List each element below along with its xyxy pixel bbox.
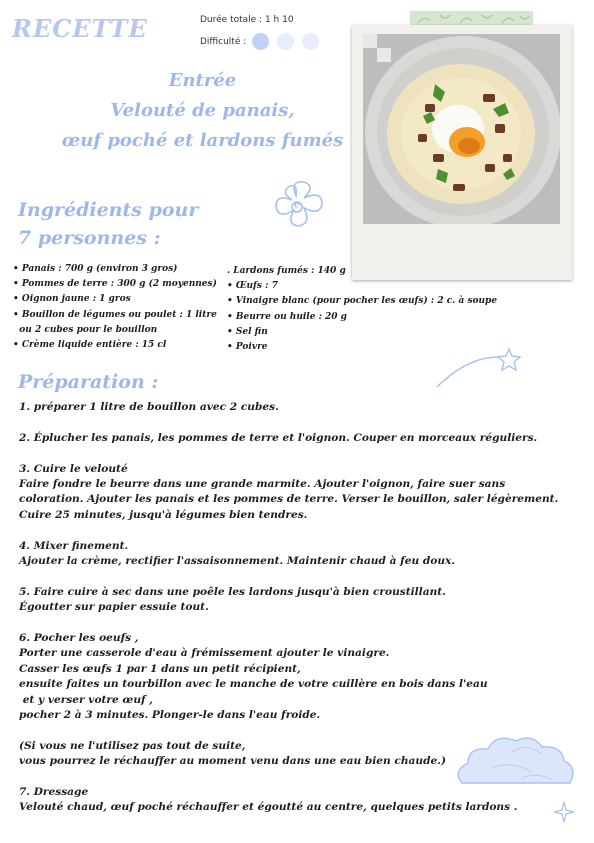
step-6 [19, 631, 579, 723]
ingredient-item: • Poivre [227, 342, 268, 353]
step-line: 1. préparer 1 litre de bouillon avec 2 cubes. [19, 401, 279, 413]
step-line: et y verser votre œuf , [19, 693, 153, 706]
ingredient-item: . Lardons fumés : 140 g [227, 266, 346, 276]
difficulty-rating [252, 33, 327, 51]
step-4 [19, 539, 579, 570]
step-line: Casser les œufs 1 par 1 dans un petit récipient, [19, 662, 301, 675]
step-1 [19, 400, 579, 415]
step-line: 7. Dressage [19, 786, 89, 799]
step-line: Velouté chaud, œuf poché réchauffer et égoutté au centre, quelques petits lardons . [19, 801, 518, 814]
difficulty-label: Difficulté : [200, 37, 247, 47]
step-line: pocher 2 à 3 minutes. Plonger-le dans l'eau froide. [19, 709, 321, 722]
ingredients-heading [18, 196, 198, 252]
step-5 [19, 585, 579, 616]
step-line: 6. Pocher les oeufs , [19, 632, 139, 645]
step-line: coloration. Ajouter les panais et les pommes de terre. Verser le bouillon, saler légèrement. [19, 493, 559, 506]
step-line: Ajouter la crème, rectifier l'assaisonnement. Maintenir chaud à feu doux. [19, 555, 456, 568]
brand-title: RECETTE [12, 14, 148, 43]
ingredient-item: • Crème liquide entière : 15 cl [13, 340, 167, 351]
ingredient-item: • Œufs : 7 [227, 281, 278, 292]
step-line: (Si vous ne l'utilisez pas tout de suite, [19, 739, 246, 752]
ingredient-item: • Bouillon de légumes ou poulet : 1 litre [13, 309, 217, 320]
ingredient-item: • Vinaigre blanc (pour pocher les œufs) : 2 c. à soupe [227, 296, 498, 307]
step-line: 2. Éplucher les panais, les pommes de terre et l'oignon. Couper en morceaux réguliers. [19, 431, 538, 444]
difficulty-dot [277, 33, 294, 50]
ingredient-item: • Oignon jaune : 1 gros [13, 294, 131, 305]
recipe-name-line2: œuf poché et lardons fumés [61, 130, 344, 151]
step-line: vous pourrez le réchauffer au moment venu dans une eau bien chaude.) [19, 755, 446, 768]
ingredient-item: • Panais : 700 g (environ 3 gros) [13, 264, 178, 274]
recipe-title [20, 66, 385, 156]
step-line: Égoutter sur papier essuie tout. [19, 601, 209, 614]
ingredients-list-left [13, 262, 217, 353]
ingredients-heading-line1: Ingrédients pour [18, 199, 199, 221]
step-line: ensuite faites un tourbillon avec le manche de votre cuillère en bois dans l'eau [19, 678, 488, 691]
dish-photo [363, 34, 560, 224]
sparkle-icon [552, 800, 576, 828]
step-line: Porter une casserole d'eau à frémissement ajouter le vinaigre. [19, 647, 390, 660]
ingredients-heading-line2: 7 personnes : [18, 227, 161, 249]
ingredient-item: • Beurre ou huile : 20 g [227, 311, 347, 322]
difficulty-dot [252, 33, 269, 50]
difficulty-dot [302, 33, 319, 50]
step-2 [19, 431, 579, 446]
preparation-heading: Préparation : [18, 371, 159, 393]
recipe-name-line1: Velouté de panais, [110, 100, 295, 121]
step-line: 3. Cuire le velouté [19, 462, 128, 475]
step-3 [19, 462, 579, 524]
step-line: 5. Faire cuire à sec dans une poêle les lardons jusqu'à bien croustillant. [19, 585, 446, 598]
ingredient-item: • Sel fin [227, 326, 268, 337]
recipe-course: Entrée [168, 70, 237, 91]
ingredient-item: • Pommes de terre : 300 g (2 moyennes) [13, 279, 217, 290]
step-line: Faire fondre le beurre dans une grande marmite. Ajouter l'oignon, faire suer sans [19, 478, 506, 490]
shooting-star-icon [435, 345, 525, 394]
duration-label: Durée totale : 1 h 10 [200, 15, 294, 25]
cloud-icon [452, 728, 584, 802]
step-line: 4. Mixer finement. [19, 539, 129, 552]
ingredients-list-right [227, 264, 497, 355]
ingredient-item: ou 2 cubes pour le bouillon [13, 324, 158, 335]
flower-icon [265, 178, 327, 242]
step-line: Cuire 25 minutes, jusqu'à légumes bien tendres. [19, 508, 308, 521]
